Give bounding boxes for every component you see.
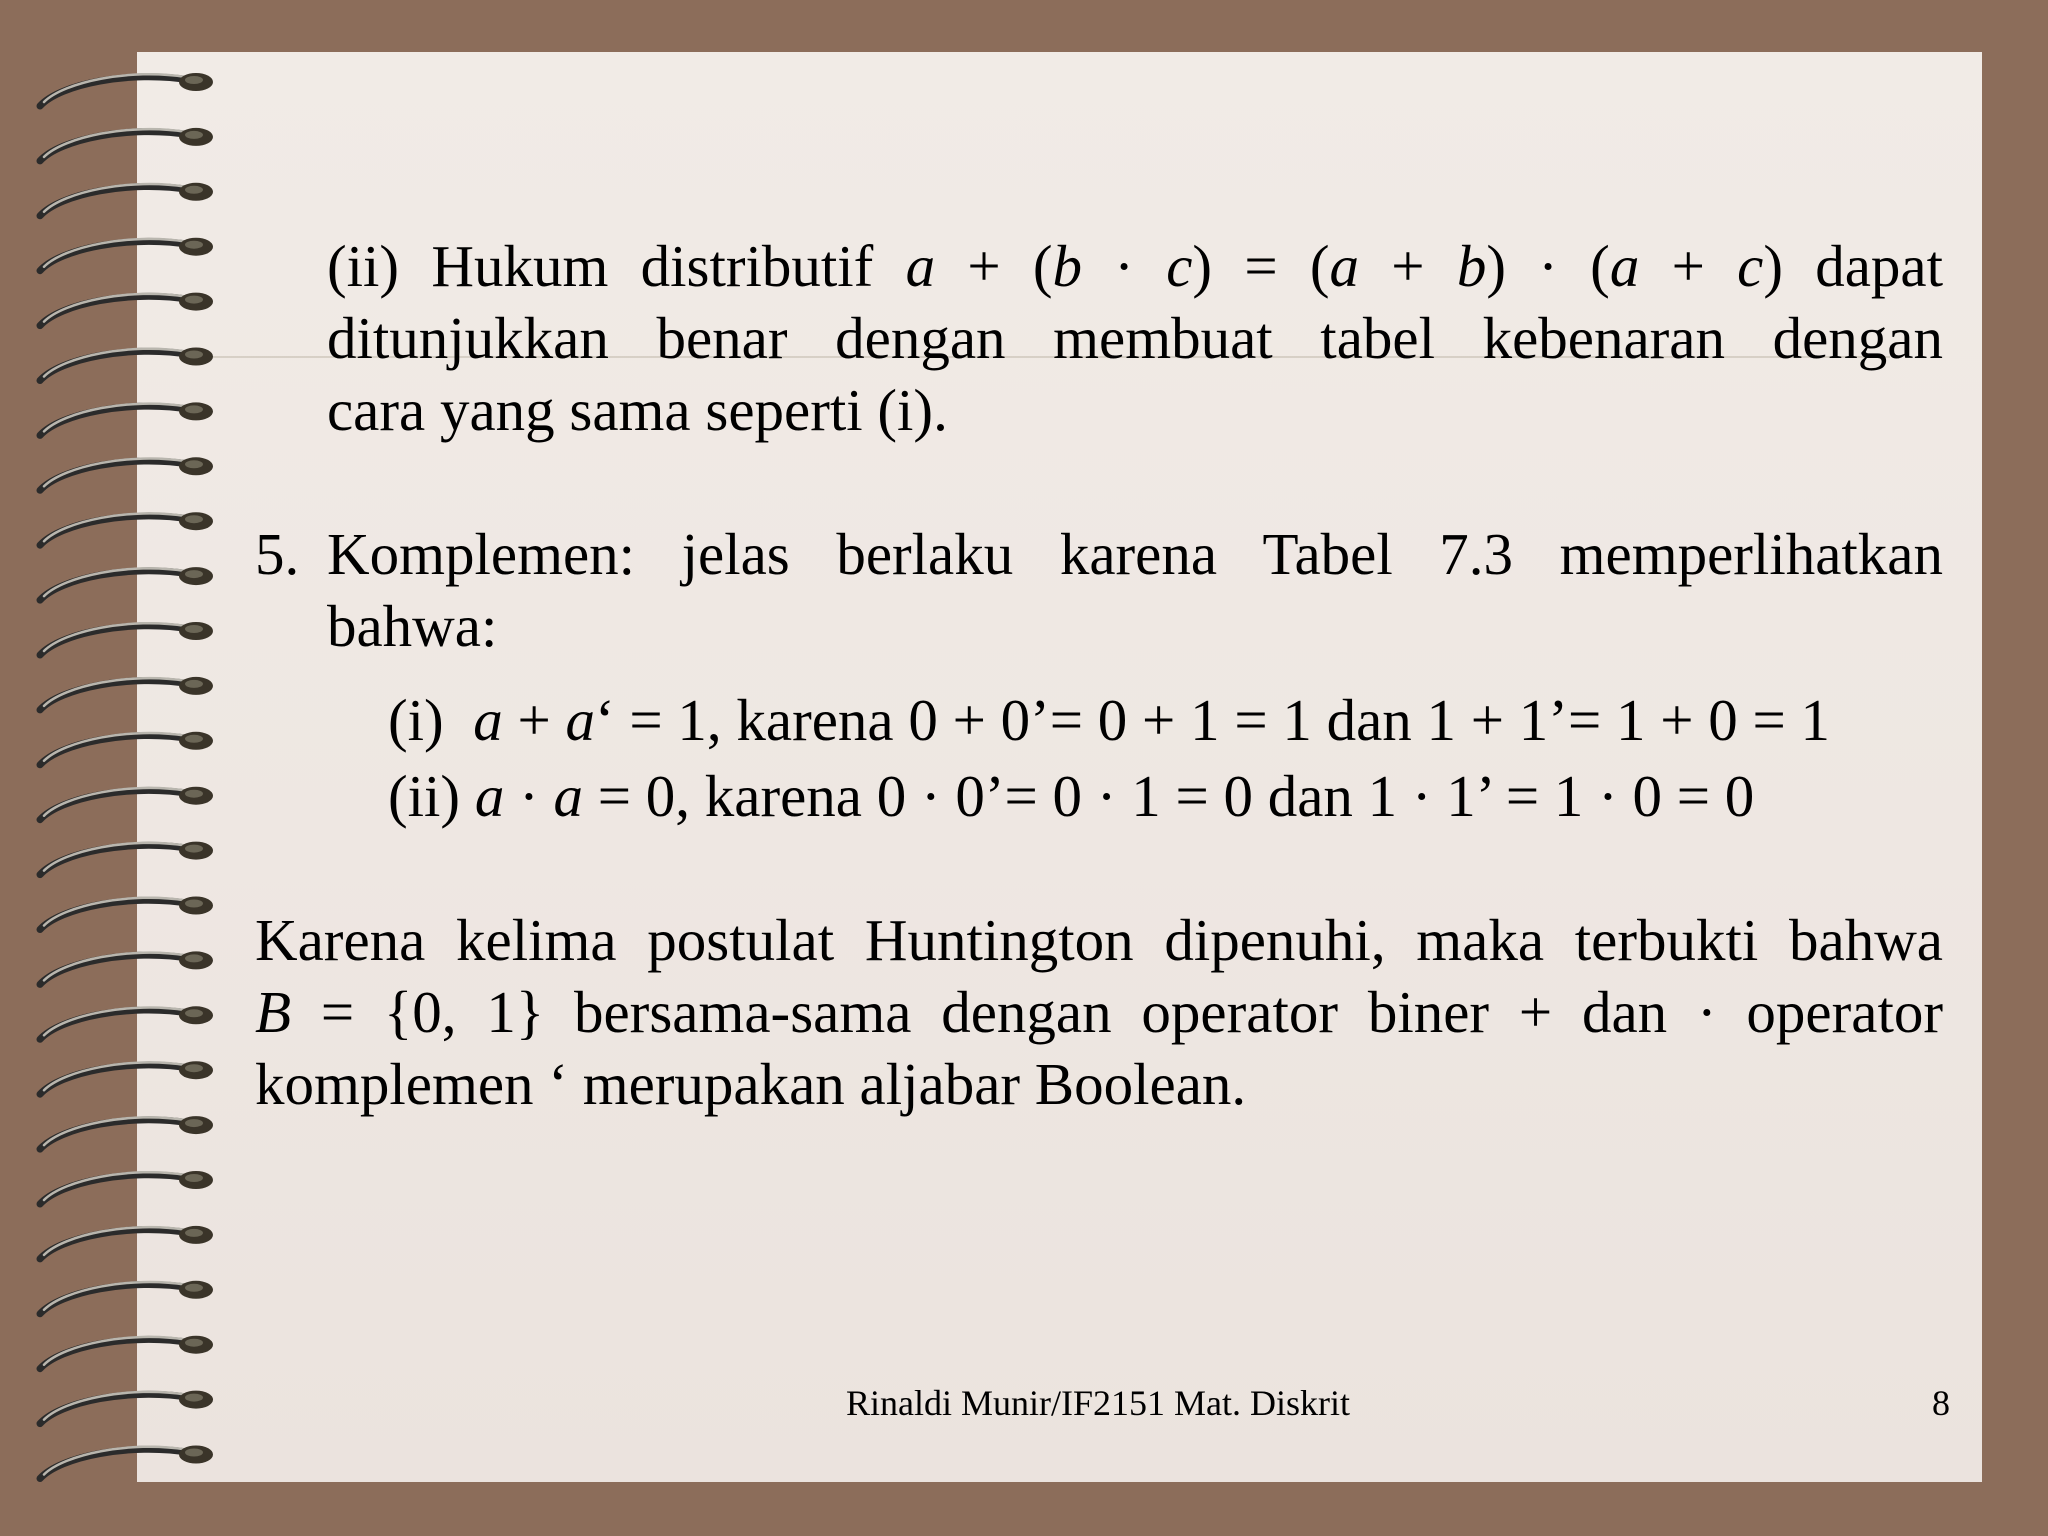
variable: a	[1609, 233, 1640, 299]
text-run: (ii) Hukum distributif	[327, 233, 906, 299]
binding-ring	[40, 238, 213, 271]
binding-ring	[40, 1281, 213, 1314]
binding-ring	[40, 1006, 213, 1039]
binding-ring	[40, 293, 213, 326]
binding-ring	[40, 348, 213, 381]
operator: ) = (	[1192, 233, 1330, 299]
operator: +	[1359, 233, 1457, 299]
binding-ring	[40, 732, 213, 765]
paragraph-line	[327, 230, 1943, 302]
variable: c	[1737, 233, 1764, 299]
binding-ring	[40, 457, 213, 490]
binding-ring	[40, 73, 213, 106]
variable: a	[474, 763, 505, 829]
variable: a	[1329, 233, 1360, 299]
operator: ) dapat	[1763, 233, 1944, 299]
operator: ·	[504, 763, 554, 829]
paragraph-line: cara yang sama seperti (i).	[327, 377, 948, 443]
footer-author: Rinaldi Munir/IF2151 Mat. Diskrit	[846, 1383, 1350, 1423]
sub-label: (i)	[388, 687, 444, 753]
operator: +	[502, 687, 566, 753]
list-number: 5.	[255, 521, 300, 587]
distributive-law-paragraph	[327, 230, 1943, 446]
binding-ring	[40, 402, 213, 435]
binding-ring	[40, 128, 213, 161]
operator: +	[1639, 233, 1738, 299]
binding-ring	[40, 183, 213, 216]
binding-ring	[40, 1336, 213, 1369]
complement-sub-i	[388, 684, 1988, 756]
variable: a	[565, 687, 595, 753]
paragraph-line: bahwa:	[327, 593, 498, 659]
paragraph-line: Karena kelima postulat Huntington dipenuhi, maka terbukti bahwa	[255, 907, 1943, 973]
binding-ring	[40, 897, 213, 930]
paragraph-line: komplemen ‘ merupakan aljabar Boolean.	[255, 1051, 1247, 1117]
distributive-formula	[906, 233, 1943, 299]
paragraph-line: Komplemen: jelas berlaku karena Tabel 7.3 memperlihatkan	[327, 521, 1943, 587]
formula-line	[388, 684, 1988, 756]
operator: ·	[1082, 233, 1167, 299]
binding-ring	[40, 567, 213, 600]
variable: B	[255, 979, 292, 1045]
binding-ring	[40, 1446, 213, 1479]
binding-ring	[40, 842, 213, 875]
formula-text: ‘ = 1, karena 0 + 0’= 0 + 1 = 1 dan 1 + 1’= 1 + 0 = 1	[594, 687, 1831, 753]
variable: a	[553, 763, 583, 829]
sub-label: (ii)	[388, 763, 461, 829]
paragraph-line: ditunjukkan benar dengan membuat tabel kebenaran dengan	[327, 305, 1943, 371]
page-number: 8	[1932, 1383, 1950, 1423]
variable: b	[1456, 233, 1487, 299]
text-run: = {0, 1} bersama-sama dengan operator biner + dan · operator	[291, 979, 1943, 1045]
operator: ) · (	[1486, 233, 1610, 299]
complement-sub-ii	[388, 760, 1988, 832]
binding-ring	[40, 1226, 213, 1259]
binding-ring	[40, 1171, 213, 1204]
spiral-binding-icon	[0, 0, 240, 1536]
conclusion-paragraph	[255, 904, 1943, 1120]
complement-paragraph	[327, 518, 1943, 662]
binding-ring	[40, 512, 213, 545]
paragraph-line	[255, 976, 1943, 1048]
binding-ring	[40, 1061, 213, 1094]
binding-ring	[40, 622, 213, 655]
variable: c	[1166, 233, 1193, 299]
binding-ring	[40, 677, 213, 710]
variable: b	[1052, 233, 1083, 299]
variable: a	[905, 233, 936, 299]
variable: a	[473, 687, 503, 753]
binding-ring	[40, 787, 213, 820]
binding-ring	[40, 951, 213, 984]
formula-line	[388, 760, 1988, 832]
operator: + (	[935, 233, 1053, 299]
formula-text: = 0, karena 0 · 0’= 0 · 1 = 0 dan 1 · 1’ = 1 · 0 = 0	[583, 763, 1755, 829]
binding-ring	[40, 1116, 213, 1149]
